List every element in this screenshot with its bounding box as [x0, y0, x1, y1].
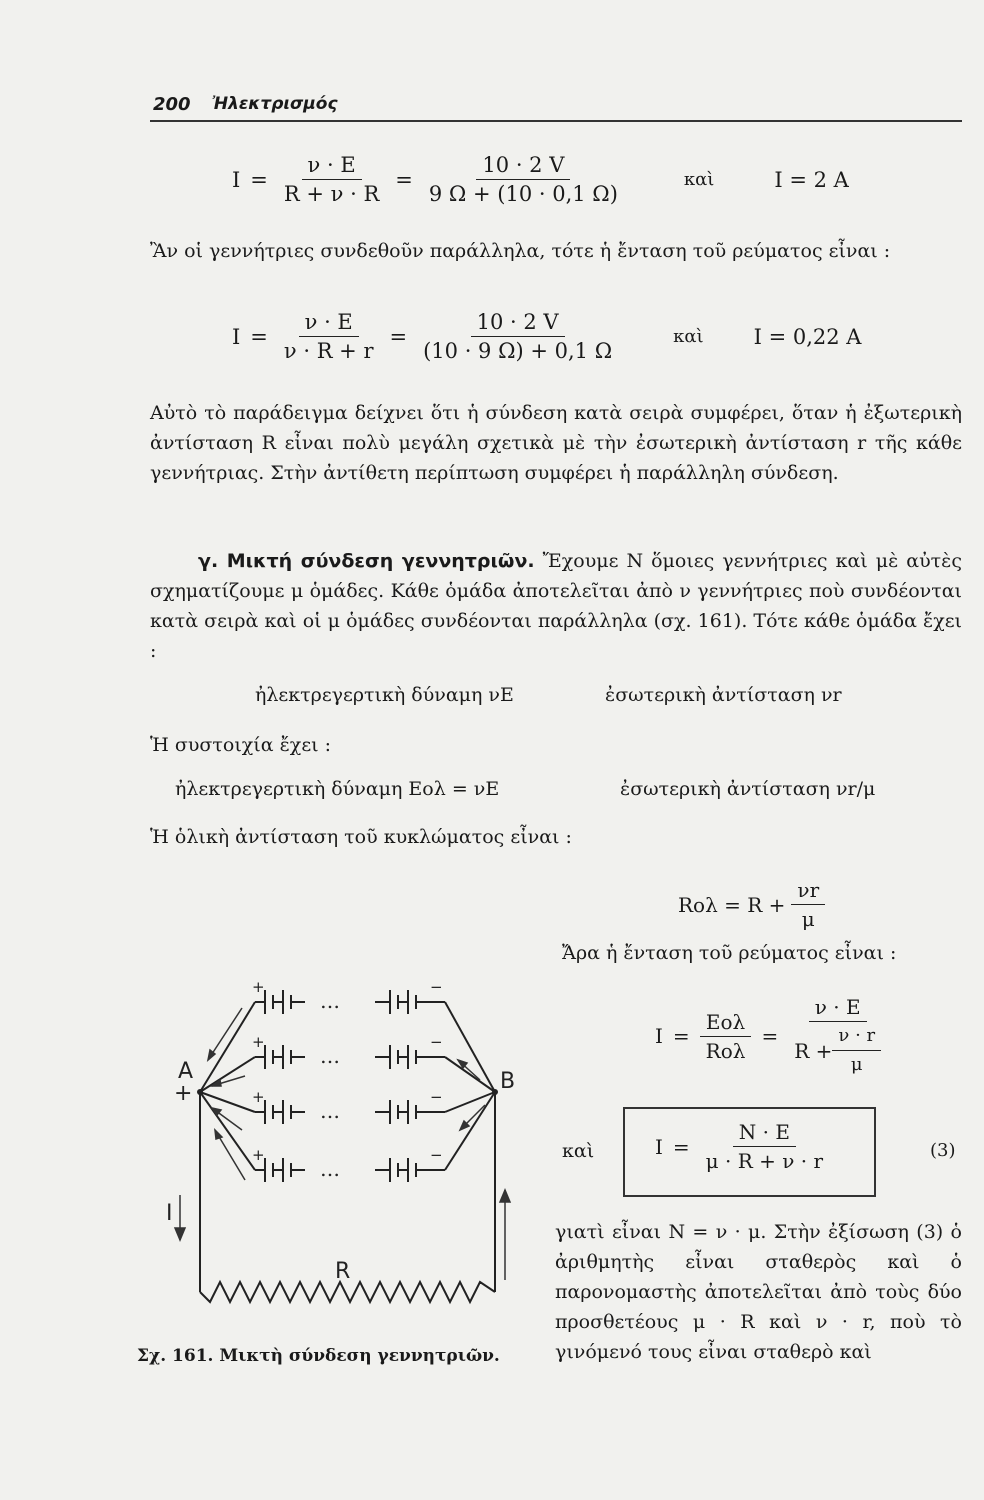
paragraph-final: γιατὶ εἶναι N = ν · μ. Στὴν ἐξίσωση (3) ὁ ἀριθμητὴς εἶναι σταθερὸς καὶ ὁ παρονομαστὴς ἀποτελεῖται ἀπὸ τοὺς δύο προσθετέους μ · R καὶ ν · r, ποὺ τὸ γινόμενό τους εἶναι σταθερὸ καὶ: [555, 1221, 962, 1363]
equation-number: (3): [930, 1140, 956, 1161]
equation-mixed-current: I = $\frac{\text{Eολ}}{\text{Rολ}}$ = ν · E R + $\frac{\nu \cdot r}{\mu}$: [655, 995, 887, 1077]
minus-sign: −: [430, 1088, 443, 1106]
current-intro: Ἄρα ἡ ἔνταση τοῦ ρεύματος εἶναι :: [562, 942, 897, 964]
section-heading: γ. Μικτή σύνδεση γεννητριῶν.: [198, 550, 535, 572]
minus-sign: −: [430, 1146, 443, 1164]
figure-caption: Σχ. 161. Μικτὴ σύνδεση γεννητριῶν.: [137, 1346, 500, 1366]
ellipsis: …: [320, 1099, 340, 1123]
battery-resistance: ἐσωτερικὴ ἀντίσταση νr/μ: [620, 778, 876, 800]
battery-row: [255, 1100, 445, 1124]
battery-row: [255, 1045, 445, 1069]
group-resistance: ἐσωτερικὴ ἀντίσταση νr: [605, 684, 842, 706]
group-emf: ἠλεκτρεγερτικὴ δύναμη νE: [255, 684, 514, 706]
battery-emf: ἠλεκτρεγερτικὴ δύναμη Eολ = νE: [175, 778, 500, 800]
ellipsis: …: [320, 1044, 340, 1068]
plus-sign: +: [252, 1146, 265, 1164]
equation-series-current: I = $\frac{\nu \cdot E}{R + \nu \cdot R}$ = $\frac{10 \cdot 2 V}{9 \Omega + (10 \cdot 0,1 \Omega)}$ καὶ I = 2 A: [232, 153, 849, 206]
conjunction-and: καὶ: [562, 1140, 595, 1162]
ellipsis: …: [320, 1157, 340, 1181]
equation-total-resistance: Rολ = R + $\frac{\nu r}{\mu}$: [678, 878, 825, 931]
paragraph-example: Αὐτὸ τὸ παράδειγμα δείχνει ὅτι ἡ σύνδεση κατὰ σειρὰ συμφέρει, ὅταν ἡ ἐξωτερικὴ ἀντίσταση R εἶναι πολὺ μεγάλη σχετικὰ μὲ τὴν ἐσωτερικὴ ἀντίσταση r τῆς κάθε γεννήτριας. Στὴν ἀντίθετη περίπτωση συμφέρει ἡ παράλληλη σύνδεση.: [150, 402, 962, 484]
node-a-plus: +: [174, 1081, 193, 1106]
resistor-label: R: [335, 1259, 351, 1284]
page-number: 200: [153, 94, 191, 115]
plus-sign: +: [252, 1033, 265, 1051]
minus-sign: −: [430, 980, 443, 996]
plus-sign: +: [252, 1088, 265, 1106]
equation-boxed: I = $\frac{N \cdot E}{\mu \cdot R + \nu \cdot r}$: [655, 1120, 824, 1173]
node-b-label: B: [500, 1069, 516, 1094]
battery-row: [255, 1158, 445, 1182]
section-mixed: [150, 546, 962, 666]
battery-row: [255, 990, 445, 1014]
node-a-label: A: [178, 1059, 194, 1084]
battery-intro: Ἡ συστοιχία ἔχει :: [150, 734, 332, 756]
paragraph-mixed: Ἔχουμε N ὅμοιες γεννήτριες καὶ μὲ αὐτὲς σχηματίζουμε μ ὁμάδες. Κάθε ὁμάδα ἀποτελεῖται ἀπὸ ν γεννήτριες ποὺ συνδέονται κατὰ σειρὰ καὶ οἱ μ ὁμάδες συνδέονται παράλληλα (σχ. 161). Τότε κάθε ὁμάδα ἔχει :: [150, 550, 963, 662]
paragraph-parallel: Ἂν οἱ γεννήτριες συνδεθοῦν παράλληλα, τότε ἡ ἔνταση τοῦ ρεύματος εἶναι :: [150, 240, 891, 262]
ellipsis: …: [320, 989, 340, 1013]
minus-sign: −: [430, 1033, 443, 1051]
total-resistance-intro: Ἡ ὁλικὴ ἀντίσταση τοῦ κυκλώματος εἶναι :: [150, 826, 572, 848]
plus-sign: +: [252, 980, 265, 996]
equation-parallel-current: I = $\frac{\nu \cdot E}{\nu \cdot R + r}$ = $\frac{10 \cdot 2 V}{(10 \cdot 9 \Omega) + 0,1 \Omega}$ καὶ I = 0,22 A: [232, 310, 862, 363]
running-title: Ἠλεκτρισμός: [212, 94, 338, 114]
resistor-zigzag: [200, 1282, 495, 1302]
circuit-figure: [160, 980, 540, 1325]
current-label: I: [166, 1201, 173, 1226]
header-rule: [150, 120, 962, 122]
